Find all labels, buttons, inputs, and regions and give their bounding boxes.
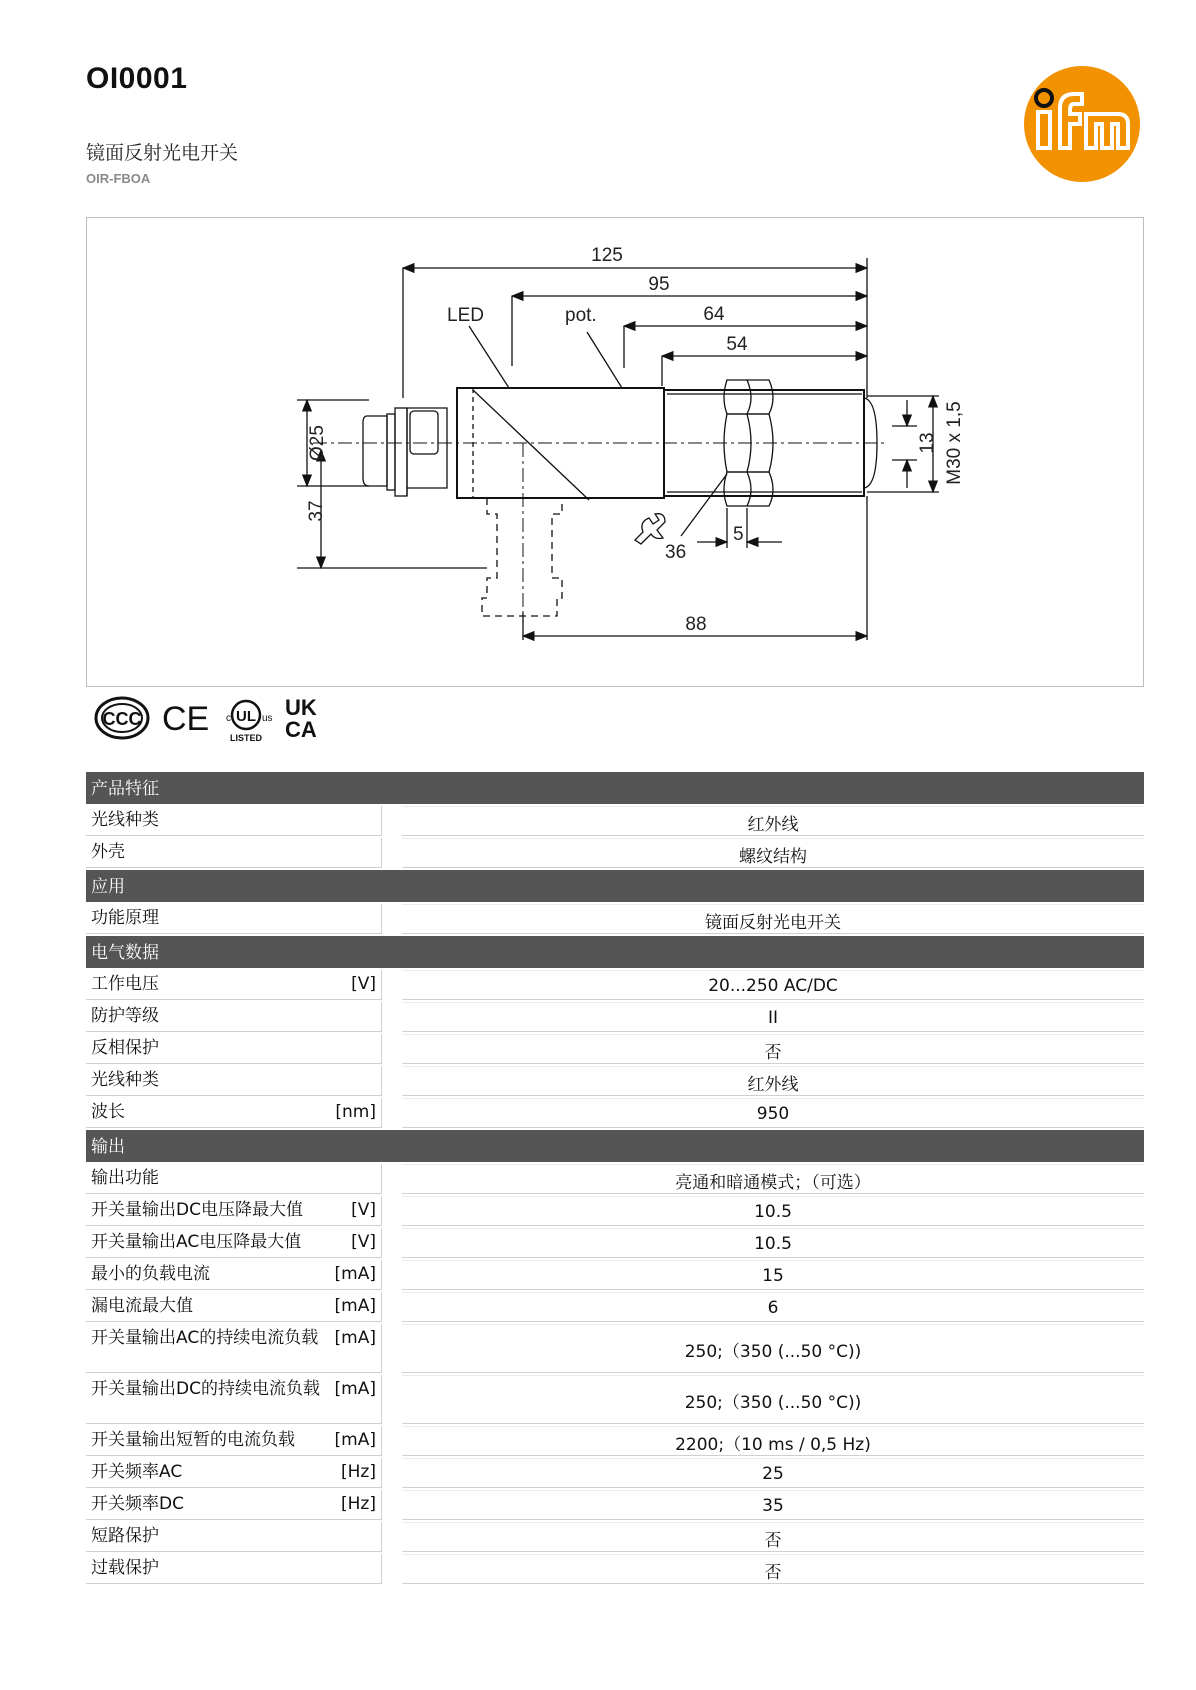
spec-value: 红外线 xyxy=(402,806,1144,836)
spec-label: 反相保护 xyxy=(91,1038,159,1058)
specification-table xyxy=(86,772,1144,1584)
spec-row xyxy=(86,1066,1144,1096)
spec-unit: [V] xyxy=(351,1232,376,1252)
spec-label-cell xyxy=(86,1164,382,1194)
svg-text:UK: UK xyxy=(285,695,317,720)
ul-listed-mark-icon xyxy=(226,701,273,743)
spec-unit: [mA] xyxy=(334,1328,376,1348)
spec-row xyxy=(86,1375,1144,1424)
section-header: 应用 xyxy=(86,870,1144,902)
svg-text:LISTED: LISTED xyxy=(229,733,263,743)
spec-label: 开关量输出DC的持续电流负载 xyxy=(91,1379,320,1399)
spec-row xyxy=(86,1098,1144,1128)
spec-label: 外壳 xyxy=(91,842,125,862)
spec-label-cell xyxy=(86,970,382,1000)
spec-row xyxy=(86,1034,1144,1064)
spec-row xyxy=(86,1554,1144,1584)
spec-unit: [V] xyxy=(351,974,376,994)
svg-text:c: c xyxy=(226,713,231,724)
svg-text:64: 64 xyxy=(703,304,725,325)
spec-value: 250;（350 (...50 °C)) xyxy=(402,1324,1144,1373)
spec-label: 最小的负载电流 xyxy=(91,1264,210,1284)
spec-label-cell xyxy=(86,1196,382,1226)
spec-label: 开关频率AC xyxy=(91,1462,183,1482)
spec-value: 15 xyxy=(402,1260,1144,1290)
spec-value: 250;（350 (...50 °C)) xyxy=(402,1375,1144,1424)
spec-value: 红外线 xyxy=(402,1066,1144,1096)
spec-label: 开关量输出AC的持续电流负载 xyxy=(91,1328,319,1348)
dimension-drawing-svg xyxy=(87,218,1145,688)
spec-value: 2200;（10 ms / 0,5 Hz) xyxy=(402,1426,1144,1456)
spec-value: 10.5 xyxy=(402,1228,1144,1258)
spec-label: 光线种类 xyxy=(91,810,159,830)
spec-label: 开关频率DC xyxy=(91,1494,184,1514)
spec-unit: [mA] xyxy=(334,1430,376,1450)
spec-value: 25 xyxy=(402,1458,1144,1488)
spec-label: 开关量输出DC电压降最大值 xyxy=(91,1200,303,1220)
spec-label: 输出功能 xyxy=(91,1168,159,1188)
spec-unit: [mA] xyxy=(334,1379,376,1399)
spec-value: 否 xyxy=(402,1554,1144,1584)
svg-text:CA: CA xyxy=(285,717,317,742)
spec-row xyxy=(86,1458,1144,1488)
spec-label-cell xyxy=(86,1522,382,1552)
spec-row xyxy=(86,1490,1144,1520)
spec-label-cell xyxy=(86,1426,382,1456)
svg-text:37: 37 xyxy=(306,500,327,522)
svg-text:54: 54 xyxy=(726,334,748,355)
spec-label: 防护等级 xyxy=(91,1006,159,1026)
spec-label-cell xyxy=(86,1292,382,1322)
spec-label: 开关量输出AC电压降最大值 xyxy=(91,1232,302,1252)
spec-row xyxy=(86,1324,1144,1373)
spec-unit: [nm] xyxy=(335,1102,376,1122)
spec-value: 950 xyxy=(402,1098,1144,1128)
spec-value: 否 xyxy=(402,1034,1144,1064)
product-subtitle: OIR-FBOA xyxy=(86,171,151,186)
spec-unit: [V] xyxy=(351,1200,376,1220)
spec-label-cell xyxy=(86,1098,382,1128)
spec-row xyxy=(86,838,1144,868)
spec-label: 功能原理 xyxy=(91,908,159,928)
spec-label-cell xyxy=(86,806,382,836)
spec-unit: [mA] xyxy=(334,1264,376,1284)
spec-value: II xyxy=(402,1002,1144,1032)
spec-label: 漏电流最大值 xyxy=(91,1296,193,1316)
spec-label-cell xyxy=(86,1066,382,1096)
spec-row xyxy=(86,1260,1144,1290)
spec-label-cell xyxy=(86,1458,382,1488)
spec-value: 6 xyxy=(402,1292,1144,1322)
spec-row xyxy=(86,970,1144,1000)
spec-label: 波长 xyxy=(91,1102,125,1122)
spec-value: 10.5 xyxy=(402,1196,1144,1226)
spec-label-cell xyxy=(86,1554,382,1584)
ifm-logo xyxy=(1022,64,1142,184)
spec-row xyxy=(86,1002,1144,1032)
spec-value: 20...250 AC/DC xyxy=(402,970,1144,1000)
spec-unit: [mA] xyxy=(334,1296,376,1316)
svg-text:UL: UL xyxy=(236,708,256,725)
svg-text:M30 x 1,5: M30 x 1,5 xyxy=(944,401,965,485)
spec-label: 过载保护 xyxy=(91,1558,159,1578)
spec-row xyxy=(86,806,1144,836)
spec-value: 亮通和暗通模式；（可选） xyxy=(402,1164,1144,1194)
ccc-mark-icon xyxy=(96,698,148,738)
spec-value: 否 xyxy=(402,1522,1144,1552)
spec-value: 35 xyxy=(402,1490,1144,1520)
svg-text:13: 13 xyxy=(917,432,938,454)
spec-label: 光线种类 xyxy=(91,1070,159,1090)
svg-text:CCC: CCC xyxy=(102,709,142,729)
spec-label-cell xyxy=(86,1260,382,1290)
spec-row xyxy=(86,1164,1144,1194)
svg-text:36: 36 xyxy=(665,542,687,563)
svg-text:us: us xyxy=(262,713,273,724)
certification-marks xyxy=(92,694,352,744)
svg-text:88: 88 xyxy=(685,614,707,635)
spec-label-cell xyxy=(86,1034,382,1064)
product-code: OI0001 xyxy=(86,62,188,95)
spec-row xyxy=(86,1292,1144,1322)
spec-row xyxy=(86,1522,1144,1552)
spec-label: 短路保护 xyxy=(91,1526,159,1546)
section-header: 输出 xyxy=(86,1130,1144,1162)
section-header: 产品特征 xyxy=(86,772,1144,804)
spec-row xyxy=(86,1228,1144,1258)
spec-label-cell xyxy=(86,1228,382,1258)
product-name: 镜面反射光电开关 xyxy=(86,142,239,164)
svg-text:5: 5 xyxy=(733,524,744,545)
spec-label-cell xyxy=(86,1490,382,1520)
section-header: 电气数据 xyxy=(86,936,1144,968)
spec-row xyxy=(86,904,1144,934)
ukca-mark-icon xyxy=(285,695,317,742)
dimension-drawing xyxy=(86,217,1144,687)
spec-value: 镜面反射光电开关 xyxy=(402,904,1144,934)
spec-label: 开关量输出短暂的电流负载 xyxy=(91,1430,295,1450)
spec-value: 螺纹结构 xyxy=(402,838,1144,868)
svg-text:125: 125 xyxy=(591,245,623,266)
spec-label-cell xyxy=(86,1375,382,1424)
spec-unit: [Hz] xyxy=(341,1462,376,1482)
svg-text:LED: LED xyxy=(447,305,484,326)
svg-text:95: 95 xyxy=(648,274,670,295)
svg-text:pot.: pot. xyxy=(565,305,597,326)
spec-row xyxy=(86,1426,1144,1456)
spec-label: 工作电压 xyxy=(91,974,159,994)
spec-label-cell xyxy=(86,1324,382,1373)
spec-label-cell xyxy=(86,904,382,934)
spec-label-cell xyxy=(86,838,382,868)
svg-text:Ø25: Ø25 xyxy=(307,425,328,461)
spec-row xyxy=(86,1196,1144,1226)
spec-label-cell xyxy=(86,1002,382,1032)
ce-mark-icon: CE xyxy=(162,700,210,738)
spec-unit: [Hz] xyxy=(341,1494,376,1514)
